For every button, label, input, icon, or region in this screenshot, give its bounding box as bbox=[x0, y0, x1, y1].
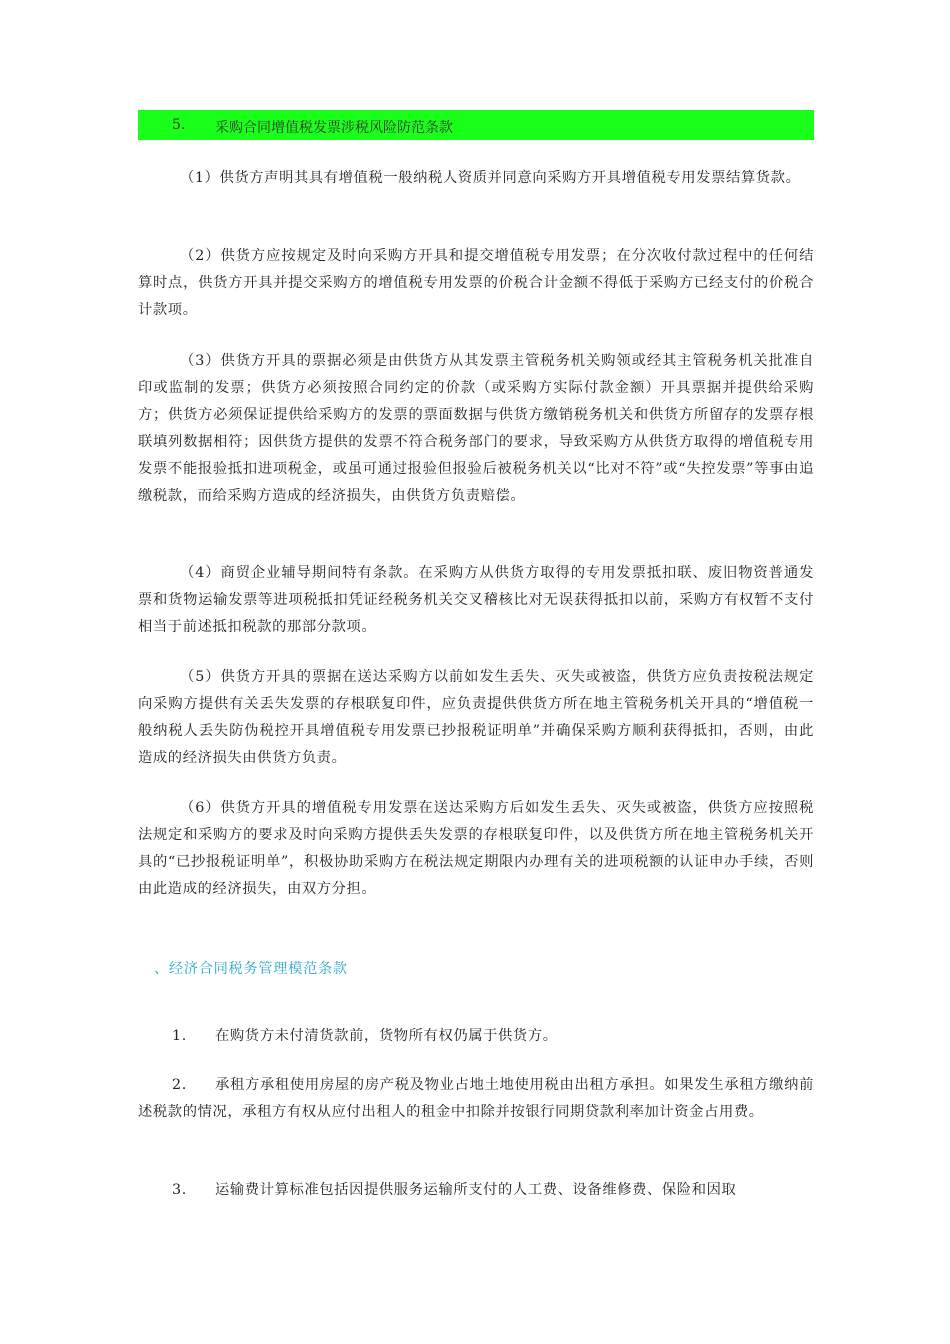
clause-paragraph-3: （3）供货方开具的票据必须是由供货方从其发票主管税务机关购领或经其主管税务机关批准自印或监制的发票；供货方必须按照合同约定的价款（或采购方实际付款金额）开具票据并提供给采购方；供货方必须保证提供给采购方的发票的票面数据与供货方缴销税务机关和供货方所留存的发票存根联填列数据相符；因供货方提供的发票不符合税务部门的要求，导致采购方从供货方取得的增值税专用发票不能报验抵扣进项税金，或虽可通过报验但报验后被税务机关以“比对不符”或“失控发票”等事由追缴税款，而给采购方造成的经济损失，由供货方负责赔偿。 bbox=[138, 353, 814, 504]
list-item bbox=[138, 1072, 814, 1126]
list-item bbox=[138, 1177, 814, 1204]
list-item-text: 运输费计算标准包括因提供服务运输所支付的人工费、设备维修费、保险和因取 bbox=[215, 1182, 737, 1198]
clause-paragraph-5: （5）供货方开具的票据在送达采购方以前如发生丢失、灭失或被盗，供货方应负责按税法规定向采购方提供有关丢失发票的存根联复印件，应负责提供供货方所在地主管税务机关开具的“增值税一般纳税人丢失防伪税控开具增值税专用发票已抄报税证明单”并确保采购方顺利获得抵扣，否则，由此造成的经济损失由供货方负责。 bbox=[138, 669, 814, 766]
section-heading-number: 5. bbox=[172, 117, 186, 133]
list-item-number: 2. bbox=[172, 1077, 187, 1093]
list-item-text: 承租方承租使用房屋的房产税及物业占地土地使用税由出租方承担。如果发生承租方缴纳前述税款的情况，承租方有权从应付出租人的租金中扣除并按银行同期贷款利率加计资金占用费。 bbox=[138, 1077, 814, 1120]
section-heading-highlight bbox=[138, 110, 814, 140]
list-item bbox=[138, 1023, 814, 1050]
list-item-number: 1. bbox=[172, 1028, 187, 1044]
clause-paragraph-4: （4）商贸企业辅导期间特有条款。在采购方从供货方取得的专用发票抵扣联、废旧物资普通发票和货物运输发票等进项税抵扣凭证经税务机关交叉稽核比对无误获得抵扣以前，采购方有权暂不支付相当于前述抵扣税款的那部分款项。 bbox=[138, 565, 814, 635]
clause-paragraph-6: （6）供货方开具的增值税专用发票在送达采购方后如发生丢失、灭失或被盗，供货方应按照税法规定和采购方的要求及时向采购方提供丢失发票的存根联复印件，以及供货方所在地主管税务机关开具的“已抄报税证明单”，积极协助采购方在税法规定期限内办理有关的进项税额的认证申办手续，否则由此造成的经济损失，由双方分担。 bbox=[138, 800, 814, 897]
list-item-text: 在购货方未付清货款前，货物所有权仍属于供货方。 bbox=[215, 1028, 558, 1044]
section-2-title: 、经济合同税务管理模范条款 bbox=[154, 961, 348, 977]
clause-paragraph-1: （1）供货方声明其具有增值税一般纳税人资质并同意向采购方开具增值税专用发票结算货款。 bbox=[180, 170, 801, 186]
section-heading-title: 采购合同增值税发票涉税风险防范条款 bbox=[215, 120, 453, 136]
list-item-number: 3. bbox=[172, 1182, 187, 1198]
clause-paragraph-2: （2）供货方应按规定及时向采购方开具和提交增值税专用发票；在分次收付款过程中的任何结算时点，供货方开具并提交采购方的增值税专用发票的价税合计金额不得低于采购方已经支付的价税合计款项。 bbox=[138, 248, 814, 318]
